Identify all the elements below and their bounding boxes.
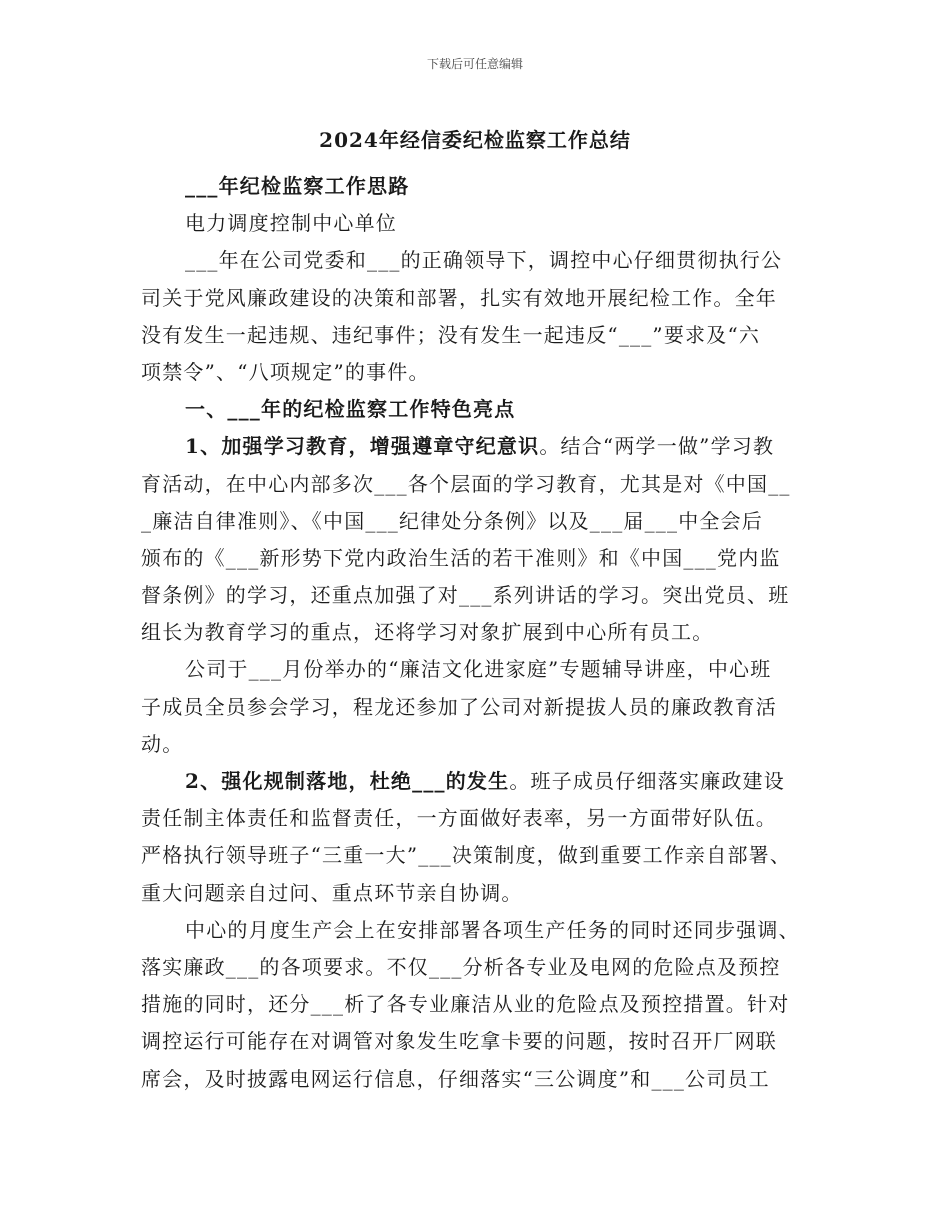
paragraph-line [141,726,821,763]
paragraph-line [141,949,821,986]
paragraph-line [141,540,821,577]
paragraph-line [141,651,821,688]
line-text: 席会，及时披露电网运行信息，仔细落实“三公调度”和___公司员工 [141,1066,770,1091]
paragraph-line [141,800,821,837]
document-title: 2024年经信委纪检监察工作总结 [319,128,631,152]
paragraph-line [141,577,821,614]
line-text: 没有发生一起违规、违纪事件；没有发生一起违反“___”要求及“六 [141,322,761,347]
line-text: 。班子成员仔细落实廉政建设 [509,769,785,793]
line-text: 严格执行领导班子“三重一大”___决策制度，做到重要工作亲自部署、 [141,843,792,868]
line-text: 组长为教育学习的重点，还将学习对象扩展到中心所有员工。 [141,620,714,645]
line-text: 司关于党风廉政建设的决策和部署，扎实有效地开展纪检工作。全年 [141,285,777,310]
paragraph-line [141,317,821,354]
line-text: _廉洁自律准则》、《中国___纪律处分条例》以及___届___中全会后 [141,508,763,533]
paragraph-line [141,763,821,800]
paragraph-line [141,466,821,503]
header-note: 下载后可任意编辑 [426,57,523,71]
line-text: 落实廉政___的各项要求。不仅___分析各专业及电网的危险点及预控 [141,954,781,979]
line-text: 动。 [141,731,184,756]
paragraph-line [141,280,821,317]
document-body [141,168,821,1098]
paragraph-line [141,614,821,651]
paragraph-line [141,689,821,726]
bold-heading-text: 2、强化规制落地，杜绝___的发生 [185,769,510,793]
bold-heading-text: 一、___年的纪检监察工作特色亮点 [185,397,516,422]
line-text: 督条例》的学习，还重点加强了对___系列讲话的学习。突出党员、班 [141,583,790,608]
paragraph-line [141,428,821,465]
paragraph-line [141,391,821,428]
line-text: 子成员全员参会学习，程龙还参加了公司对新提拔人员的廉政教育活 [141,694,777,719]
line-text: 重大问题亲自过问、重点环节亲自协调。 [141,880,523,905]
paragraph-line [141,168,821,205]
line-text: 。结合“两学一做”学习教 [539,434,775,459]
paragraph-line [141,503,821,540]
paragraph-line [141,875,821,912]
bold-heading-text: ___年纪检监察工作思路 [185,174,410,198]
line-text: 公司于___月份举办的“廉洁文化进家庭”专题辅导讲座，中心班 [185,657,772,682]
paragraph-line [141,354,821,391]
line-text: 育活动，在中心内部多次___各个层面的学习教育，尤其是对《中国__ [141,471,791,496]
line-text: 措施的同时，还分___析了各专业廉洁从业的危险点及预控措置。针对 [141,992,790,1017]
line-text: 颁布的《___新形势下党内政治生活的若干准则》和《中国___党内监 [141,545,781,570]
line-text: 责任制主体责任和监督责任，一方面做好表率，另一方面带好队伍。 [141,806,777,831]
paragraph-line [141,912,821,949]
line-text: 电力调度控制中心单位 [185,211,397,236]
paragraph-line [141,1061,821,1098]
line-text: 项禁令”、“八项规定”的事件。 [141,359,430,384]
line-text: 调控运行可能存在对调管对象发生吃拿卡要的问题，按时召开厂网联 [141,1029,777,1054]
paragraph-line [141,1023,821,1060]
line-text: ___年在公司党委和___的正确领导下，调控中心仔细贯彻执行公 [185,248,783,273]
paragraph-line [141,242,821,279]
paragraph-line [141,837,821,874]
paragraph-line [141,986,821,1023]
bold-heading-text: 1、加强学习教育，增强遵章守纪意识 [185,434,540,459]
paragraph-line [141,205,821,242]
line-text: 中心的月度生产会上在安排部署各项生产任务的同时还同步强调、 [185,917,800,942]
